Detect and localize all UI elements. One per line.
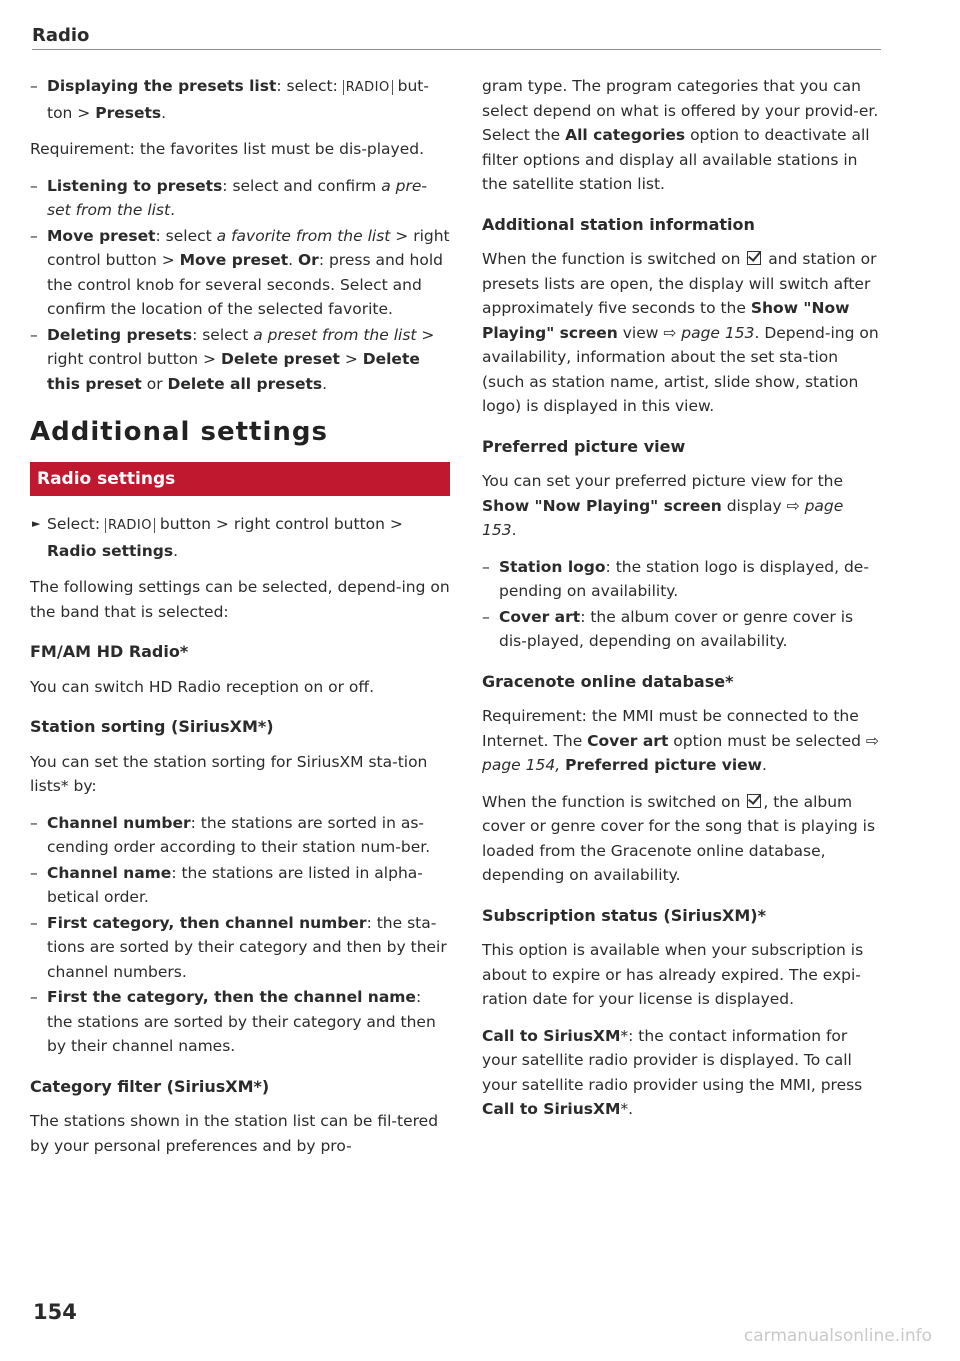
text-run: > right control button > — [47, 226, 450, 269]
fm-text: You can switch HD Radio reception on or off. — [30, 677, 375, 696]
text-run: . — [761, 756, 767, 774]
text-run: : press and hold the control knob for several seconds. Select and confirm the location of the selected favorite. — [47, 251, 443, 318]
text-run: . — [511, 521, 517, 539]
list-item — [30, 811, 450, 860]
text-run: . — [173, 541, 179, 560]
dash-bullet: – — [30, 77, 38, 95]
bold-term: Delete preset — [220, 350, 340, 368]
dash-bullet: – — [30, 988, 38, 1006]
bold-term: Delete this preset — [47, 350, 420, 393]
bold-term: Show "Now Playing" screen — [482, 299, 850, 342]
bold-term: Call to SiriusXM — [482, 1100, 621, 1118]
text-run: : select — [155, 226, 217, 245]
dash-bullet: – — [30, 226, 38, 245]
text-run: > — [339, 350, 363, 368]
text-run: : select and confirm — [222, 176, 382, 195]
checkbox-checked-icon — [747, 251, 761, 265]
text-run: > right control button > — [47, 325, 435, 368]
checkbox-checked-icon — [747, 794, 761, 808]
dash-bullet: – — [30, 913, 38, 932]
bold-term: Channel name — [47, 863, 172, 882]
text-run: When the function is switched on — [482, 792, 746, 811]
picture-view-text — [482, 469, 882, 543]
italic-text: ⇨ page 153 — [663, 323, 755, 342]
preset-actions-list — [30, 174, 450, 397]
header-divider — [32, 49, 881, 50]
italic-text: ⇨ page 153 — [482, 496, 844, 539]
text-run: , the album cover or genre cover for the song that is playing is loaded from the Gracenote online database, depending on availability. — [482, 792, 876, 884]
bold-term: Channel number — [47, 813, 191, 832]
bold-term: Delete all presets — [167, 374, 323, 393]
presets-list-item — [30, 74, 450, 125]
text-run: . — [288, 251, 298, 269]
list-item — [30, 861, 450, 910]
text-run: view — [617, 323, 664, 342]
call-siriusxm-text — [482, 1024, 882, 1122]
station-info-text — [482, 247, 882, 419]
text-run: : the album cover or genre cover is dis-played, depending on availability. — [499, 607, 854, 650]
list-item — [30, 74, 450, 125]
text-run: . — [322, 374, 328, 393]
bold-term: Move preset — [179, 251, 289, 269]
dash-bullet: – — [30, 863, 38, 882]
text-run: Select: — [47, 515, 105, 533]
category-continued-text — [482, 74, 882, 197]
bold-term: Radio settings — [47, 541, 174, 560]
subscription-text: This option is available when your subscription is about to expire or has already expired. The expi-ration date for your license is displayed. — [482, 941, 864, 1008]
text-run: or — [141, 374, 168, 393]
text-run: display — [721, 496, 787, 515]
list-item — [30, 224, 450, 322]
text-run: : the station logo is displayed, de-pending on availability. — [499, 557, 869, 600]
sorting-list — [30, 811, 450, 1059]
bold-term: Or — [297, 251, 319, 269]
left-column — [30, 74, 450, 1170]
bold-term: Cover art — [587, 731, 669, 750]
text-run: . Depend-ing on availability, information about the set sta-tion (such as station name, artist, slide show, station logo) is displayed in this view. — [482, 323, 879, 415]
dash-bullet: – — [30, 813, 38, 832]
radio-key-label: RADIO — [105, 518, 155, 533]
text-run: . — [170, 201, 176, 219]
bold-term: Show "Now Playing" screen — [482, 496, 722, 515]
text-run: but-ton > — [47, 77, 429, 122]
dash-bullet: – — [482, 607, 490, 626]
radio-key-label: RADIO — [343, 80, 393, 95]
intro-text: The following settings can be selected, depend-ing on the band that is selected: — [30, 578, 450, 621]
text-run: button > right control button > — [154, 515, 403, 533]
section-title: Additional settings — [30, 417, 328, 447]
text-run: . — [161, 103, 167, 122]
text-run: : the sta-tions are sorted by their category and then by their channel numbers. — [47, 913, 447, 981]
watermark: carmanualsonline.info — [743, 1326, 932, 1346]
right-column — [482, 74, 882, 1134]
text-run: option to deactivate all filter options and display all available stations in the satellite station list. — [482, 126, 870, 193]
list-item — [30, 323, 450, 397]
bold-term: First the category, then the channel name — [47, 988, 416, 1006]
picture-view-heading: Preferred picture view — [482, 436, 686, 456]
bold-term: Call to SiriusXM — [482, 1026, 621, 1045]
list-item — [482, 605, 882, 654]
bold-term: Station logo — [499, 557, 606, 576]
category-text: The stations shown in the station list can be fil-tered by your personal preferences and by pro- — [30, 1112, 439, 1155]
bold-term: Preferred picture view — [565, 756, 762, 774]
page-number: 154 — [33, 1300, 77, 1324]
gracenote-requirement — [482, 704, 882, 778]
chapter-header: Radio — [32, 25, 90, 46]
sorting-intro: You can set the station sorting for SiriusXM sta-tion lists* by: — [30, 752, 428, 795]
text-run: : select: — [276, 77, 343, 95]
procedure-step — [30, 512, 450, 563]
step-triangle-icon: ► — [32, 517, 41, 530]
bold-term: Cover art — [499, 607, 581, 626]
picture-view-list — [482, 555, 882, 654]
requirement-text: Requirement: the favorites list must be dis-played. — [30, 140, 425, 158]
subscription-heading: Subscription status (SiriusXM)* — [482, 905, 766, 925]
text-run: When the function is switched on — [482, 250, 746, 268]
list-item — [30, 985, 450, 1059]
radio-settings-banner: Radio settings — [30, 462, 450, 496]
bold-term: All categories — [565, 126, 686, 144]
text-run: : the stations are sorted in as-cending order according to their station num-ber. — [47, 813, 431, 856]
text-run: gram type. The program categories that you can select depend on what is offered by your provid-er. Select the — [482, 77, 879, 144]
bold-term: Presets — [95, 103, 162, 122]
gracenote-heading: Gracenote online database* — [482, 671, 734, 691]
text-run: *: the contact information for your satellite radio provider is displayed. To call your satellite radio provider using the MMI, press — [482, 1026, 863, 1094]
list-item — [482, 555, 882, 604]
text-run: *. — [620, 1100, 634, 1118]
bold-term: Move preset — [47, 226, 156, 245]
text-run: You can set your preferred picture view for the — [482, 472, 844, 490]
text-run: : the stations are sorted by their category and then by their channel names. — [47, 988, 436, 1055]
italic-text: a preset from the list — [253, 325, 417, 344]
list-item — [30, 174, 450, 223]
italic-text: ⇨ page 154, — [482, 731, 879, 774]
text-run: : the stations are listed in alpha-betical order. — [47, 863, 423, 906]
text-run: : select — [192, 325, 254, 344]
text-run: and station or presets lists are open, the display will switch after approximately five seconds to the — [482, 250, 877, 317]
category-heading: Category filter (SiriusXM*) — [30, 1076, 270, 1096]
fm-heading: FM/AM HD Radio* — [30, 642, 189, 661]
bold-term: First category, then channel number — [47, 913, 367, 932]
text-run: Requirement: the MMI must be connected to the Internet. The — [482, 707, 859, 750]
text-run: option must be selected — [668, 731, 866, 750]
dash-bullet: – — [30, 176, 38, 195]
dash-bullet: – — [482, 557, 490, 576]
italic-text: a pre-set from the list — [47, 176, 428, 219]
gracenote-text — [482, 790, 882, 888]
step-text — [47, 515, 403, 560]
bold-term: Listening to presets — [47, 176, 223, 195]
sorting-heading: Station sorting (SiriusXM*) — [30, 717, 274, 736]
bold-term: Deleting presets — [47, 325, 193, 344]
station-info-heading: Additional station information — [482, 214, 755, 234]
list-item — [30, 911, 450, 985]
italic-text: a favorite from the list — [216, 226, 391, 245]
bold-term: Displaying the presets list — [47, 77, 277, 95]
dash-bullet: – — [30, 325, 38, 344]
